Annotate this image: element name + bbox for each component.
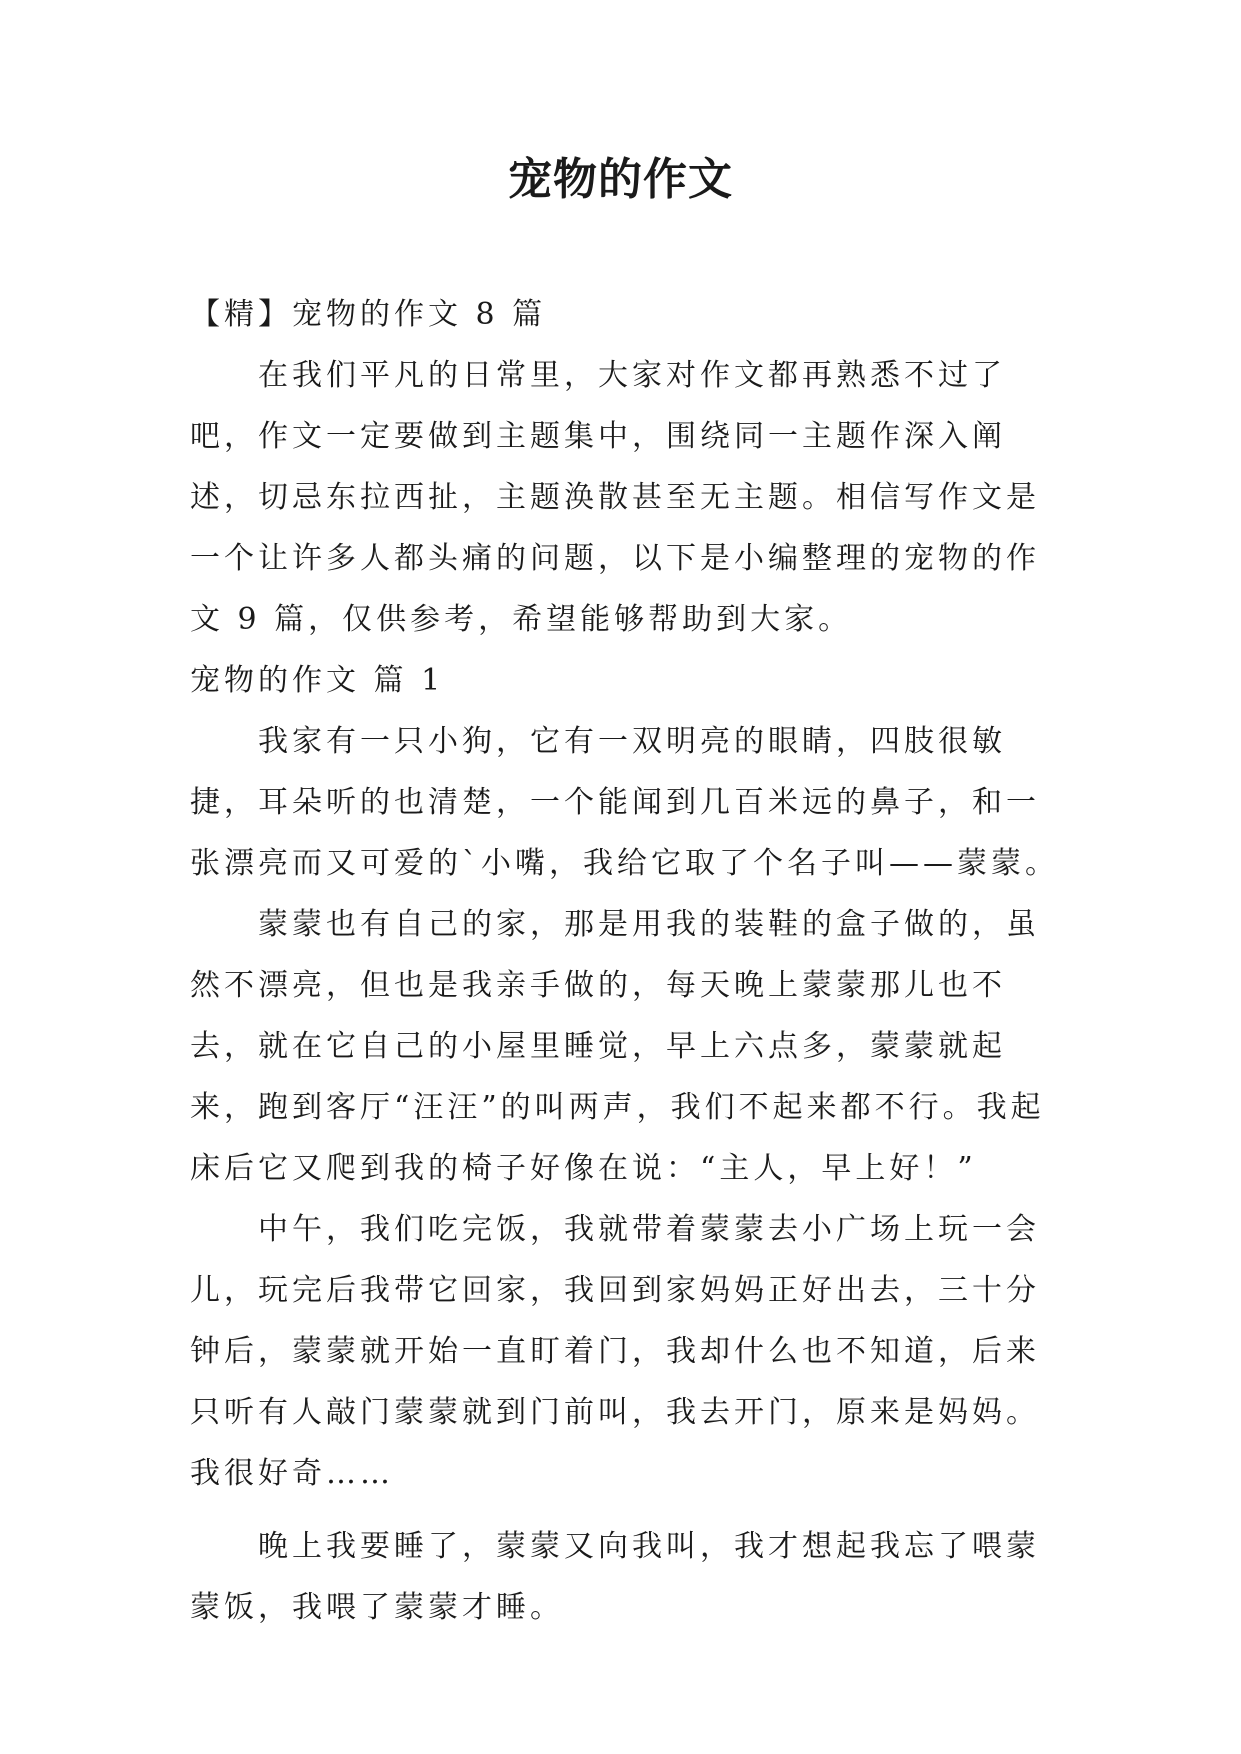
document-body bbox=[190, 284, 1060, 1638]
intro-paragraph: 在我们平凡的日常里，大家对作文都再熟悉不过了吧，作文一定要做到主题集中，围绕同一主题作深入阐述，切忌东拉西扯，主题涣散甚至无主题。相信写作文是一个让许多人都头痛的问题，以下是小编整理的宠物的作文 9 篇，仅供参考，希望能够帮助到大家。 bbox=[190, 358, 1040, 637]
document-title: 宠物的作文 bbox=[508, 154, 733, 205]
body-paragraph: 晚上我要睡了，蒙蒙又向我叫，我才想起我忘了喂蒙蒙饭，我喂了蒙蒙才睡。 bbox=[190, 1529, 1040, 1625]
section-heading: 宠物的作文 篇 1 bbox=[190, 663, 445, 698]
body-paragraph: 我家有一只小狗，它有一双明亮的眼睛，四肢很敏捷，耳朵听的也清楚，一个能闻到几百米远的鼻子，和一张漂亮而又可爱的`小嘴，我给它取了个名子叫——蒙蒙。 bbox=[190, 724, 1059, 881]
document-subtitle: 【精】宠物的作文 8 篇 bbox=[190, 297, 547, 332]
body-paragraph: 蒙蒙也有自己的家，那是用我的装鞋的盒子做的，虽然不漂亮，但也是我亲手做的，每天晚上蒙蒙那儿也不去，就在它自己的小屋里睡觉，早上六点多，蒙蒙就起来，跑到客厅“汪汪”的叫两声，我们不起来都不行。我起床后它又爬到我的椅子好像在说：“主人，早上好！” bbox=[190, 907, 1045, 1186]
body-paragraph: 中午，我们吃完饭，我就带着蒙蒙去小广场上玩一会儿，玩完后我带它回家，我回到家妈妈正好出去，三十分钟后，蒙蒙就开始一直盯着门，我却什么也不知道，后来只听有人敲门蒙蒙就到门前叫，我去开门，原来是妈妈。我很好奇…… bbox=[190, 1212, 1040, 1491]
